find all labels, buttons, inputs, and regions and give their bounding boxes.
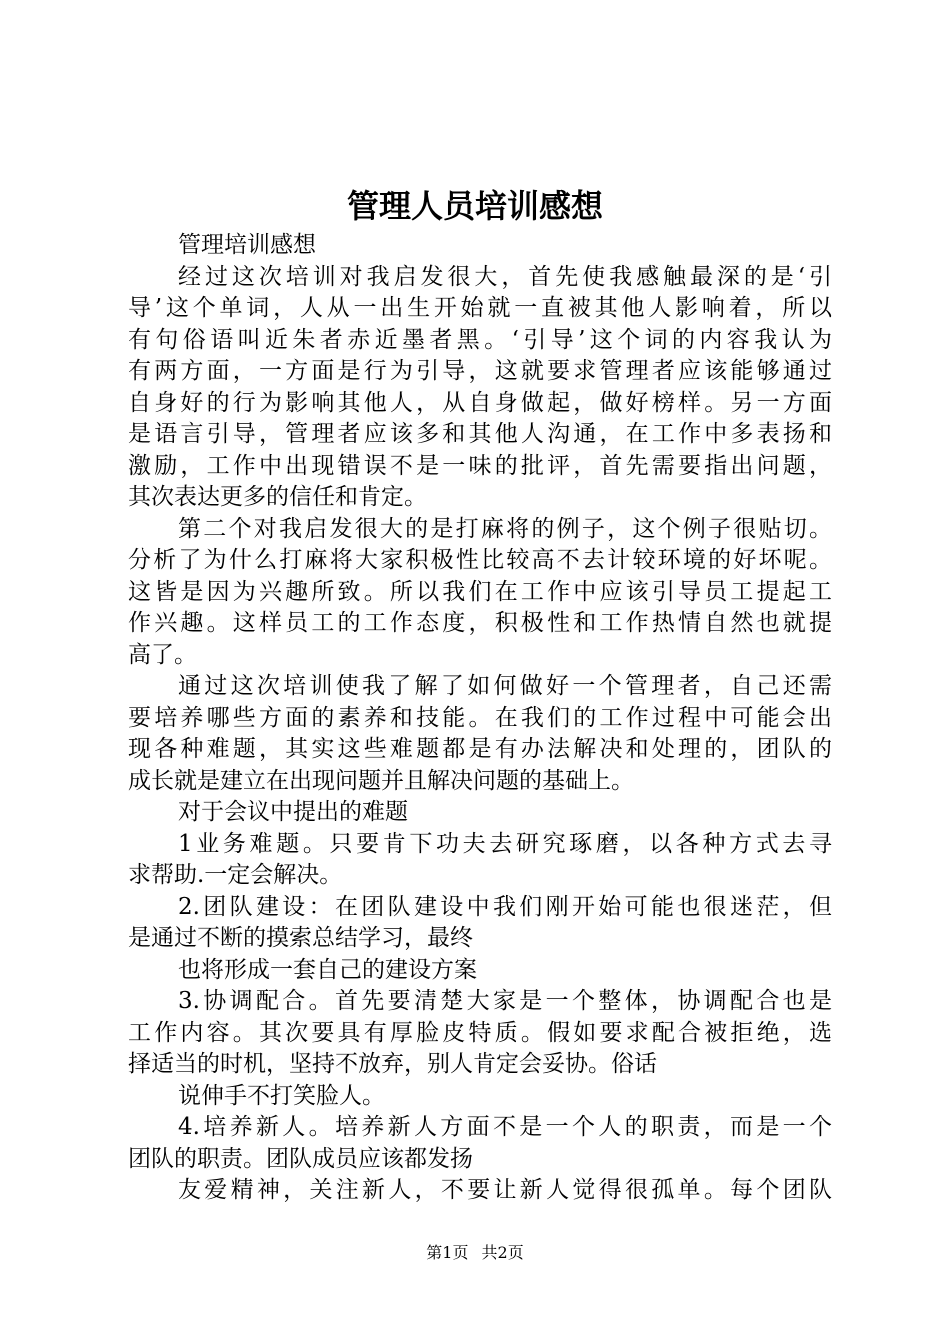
document-title: 管理人员培训感想 bbox=[346, 187, 603, 225]
text-line: 经过这次培训对我启发很大，首先使我感触最深的是‘引 bbox=[178, 263, 832, 290]
text-line: 3.协调配合。首先要清楚大家是一个整体，协调配合也是 bbox=[178, 988, 832, 1014]
text-line: 有两方面，一方面是行为引导，这就要求管理者应该能够通过 bbox=[128, 358, 832, 384]
text-line: 也将形成一套自己的建设方案 bbox=[178, 956, 477, 983]
text-line: 有句俗语叫近朱者赤近墨者黑。‘引导’这个词的内容我认为 bbox=[128, 326, 832, 353]
page-footer bbox=[0, 1240, 950, 1263]
text-line: 自身好的行为影响其他人，从自身做起，做好榜样。另一方面 bbox=[128, 389, 832, 416]
text-line: 2.团队建设：在团队建设中我们刚开始可能也很迷茫，但 bbox=[178, 893, 832, 920]
text-line: 现各种难题，其实这些难题都是有办法解决和处理的，团队的 bbox=[128, 736, 832, 762]
text-line: 求帮助.一定会解决。 bbox=[128, 862, 343, 888]
text-line: 这皆是因为兴趣所致。所以我们在工作中应该引导员工提起工 bbox=[128, 578, 832, 605]
page-number: 第1页 bbox=[426, 1243, 469, 1262]
text-line: 导’这个单词，人从一出生开始就一直被其他人影响着，所以 bbox=[128, 295, 832, 321]
text-line: 要培养哪些方面的素养和技能。在我们的工作过程中可能会出 bbox=[128, 704, 832, 731]
text-line: 成长就是建立在出现问题并且解决问题的基础上。 bbox=[128, 767, 634, 794]
text-line: 激励，工作中出现错误不是一味的批评，首先需要指出问题， bbox=[128, 452, 832, 479]
text-line: 团队的职责。团队成员应该都发扬 bbox=[128, 1145, 473, 1172]
text-line: 1业务难题。只要肯下功夫去研究琢磨，以各种方式去寻 bbox=[178, 830, 832, 857]
text-line: 友爱精神，关注新人，不要让新人觉得很孤单。每个团队 bbox=[178, 1177, 832, 1203]
text-line: 对于会议中提出的难题 bbox=[178, 799, 408, 825]
text-line: 通过这次培训使我了解了如何做好一个管理者，自己还需 bbox=[178, 673, 832, 699]
text-line: 其次表达更多的信任和肯定。 bbox=[128, 484, 427, 510]
text-line: 工作内容。其次要具有厚脸皮特质。假如要求配合被拒绝，选 bbox=[128, 1019, 832, 1046]
text-line: 分析了为什么打麻将大家积极性比较高不去计较环境的好坏呢。 bbox=[128, 547, 832, 573]
text-line: 管理培训感想 bbox=[178, 232, 316, 258]
text-line: 高了。 bbox=[128, 641, 197, 668]
text-line: 4.培养新人。培养新人方面不是一个人的职责，而是一个 bbox=[178, 1114, 832, 1140]
text-line: 是语言引导，管理者应该多和其他人沟通，在工作中多表扬和 bbox=[128, 421, 832, 447]
text-line: 作兴趣。这样员工的工作态度，积极性和工作热情自然也就提 bbox=[128, 610, 832, 636]
text-line: 第二个对我启发很大的是打麻将的例子，这个例子很贴切。 bbox=[178, 515, 832, 542]
text-line: 是通过不断的摸索总结学习，最终 bbox=[128, 925, 473, 951]
page-total: 共2页 bbox=[481, 1243, 524, 1262]
document-body bbox=[128, 230, 832, 1207]
text-line: 说伸手不打笑脸人。 bbox=[178, 1082, 385, 1109]
text-line: 择适当的时机，坚持不放弃，别人肯定会妥协。俗话 bbox=[128, 1051, 657, 1077]
